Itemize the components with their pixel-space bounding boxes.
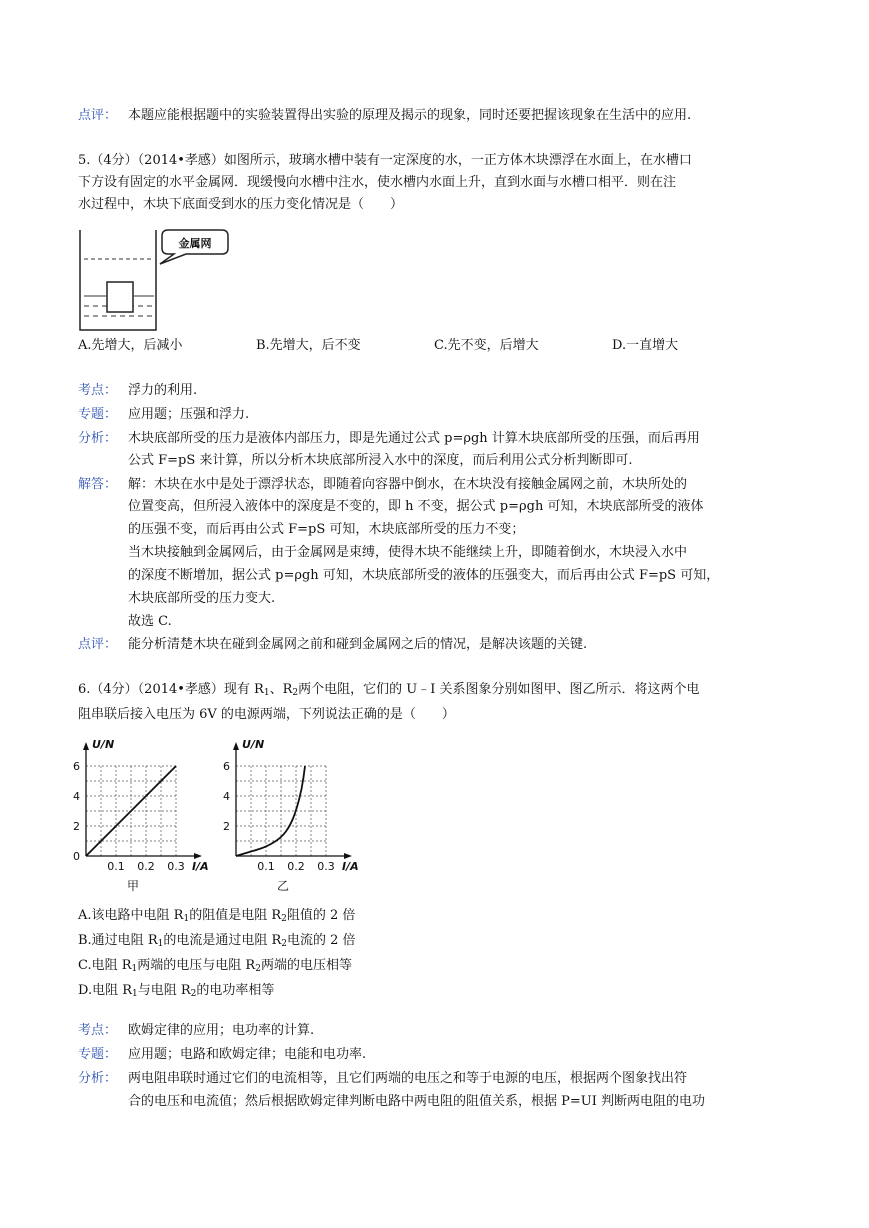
x-tick-label: 0.1	[257, 860, 275, 873]
y-axis-label: U/N	[92, 738, 115, 751]
q6-charts	[70, 728, 380, 898]
dianping-text: 能分析清楚木块在碰到金属网之前和碰到金属网之后的情况，是解决该题的关键.	[128, 637, 588, 652]
q5-stem	[78, 150, 798, 216]
fenxi-line2: 公式 F=pS 来计算，所以分析木块底部所浸入水中的深度，而后利用公式分析判断即可.	[128, 453, 633, 468]
opt-part: 的电流是通过电阻 R	[163, 933, 282, 948]
q5-option-c: C.先不变，后增大	[434, 338, 539, 353]
y-axis-arrow	[233, 742, 239, 750]
q6-fenxi-row	[78, 1069, 798, 1088]
subscript: 1	[157, 939, 164, 949]
opt-part: D.电阻 R	[78, 983, 133, 998]
kaodian-label: 考点：	[78, 383, 118, 398]
q5-zhuanti-row	[78, 405, 798, 424]
zhuanti-label: 专题：	[78, 1047, 118, 1062]
subscript: 1	[263, 688, 270, 698]
opt-part: 阻值的 2 倍	[286, 908, 356, 923]
comment-label: 点评：	[78, 108, 118, 123]
y-tick-label: 2	[223, 820, 230, 833]
zhuanti-label: 专题：	[78, 407, 118, 422]
chart-caption: 甲	[127, 879, 140, 893]
y-tick-label: 6	[73, 760, 80, 773]
q6-option-a	[78, 905, 356, 930]
y-axis-label: U/N	[242, 738, 265, 751]
q6-stem-line1	[78, 679, 798, 704]
q5-option-b: B.先增大，后不变	[256, 338, 361, 353]
y-tick-label: 2	[73, 820, 80, 833]
y-axis-arrow	[83, 742, 89, 750]
jieda-line7: 故选 C.	[128, 614, 172, 629]
x-tick-label: 0.2	[137, 860, 155, 873]
x-tick-label: 0.3	[167, 860, 185, 873]
q5-jieda-row	[78, 475, 798, 494]
x-axis-arrow	[344, 853, 352, 859]
y-tick-label: 0	[73, 850, 80, 863]
q5-stem-line1: 5.（4分）（2014•孝感）如图所示，玻璃水槽中装有一定深度的水，一正方体木块漂浮在水面上，在水槽口	[78, 153, 692, 168]
fenxi-line1: 两电阻串联时通过它们的电流相等，且它们两端的电压之和等于电源的电压，根据两个图象找出符	[128, 1071, 688, 1086]
x-tick-label: 0.1	[107, 860, 125, 873]
opt-part: 的电功率相等	[196, 983, 275, 998]
zhuanti-text: 应用题；压强和浮力.	[128, 407, 250, 422]
subscript: 2	[255, 964, 261, 974]
kaodian-label: 考点：	[78, 1023, 118, 1038]
q5-figure	[76, 226, 236, 334]
comment-text: 本题应能根据题中的实验装置得出实验的原理及揭示的现象，同时还要把握该现象在生活中的应用.	[128, 108, 692, 123]
fenxi-line1: 木块底部所受的压力是液体内部压力，即是先通过公式 p=ρgh 计算木块底部所受的压强，而后再用	[128, 431, 700, 446]
comment-row	[78, 106, 798, 125]
subscript: 1	[132, 989, 138, 999]
q5-kaodian-row	[78, 381, 798, 400]
q6-kaodian-row	[78, 1021, 798, 1040]
x-tick-label: 0.3	[317, 860, 335, 873]
chart-caption: 乙	[277, 879, 290, 893]
opt-part: C.电阻 R	[78, 958, 132, 973]
q5-stem-line2: 下方设有固定的水平金属网．现缓慢向水槽中注水，使水槽内水面上升，直到水面与水槽口相平．则在注	[78, 175, 677, 190]
subscript: 2	[292, 688, 299, 698]
opt-part: 与电阻 R	[137, 983, 191, 998]
kaodian-text: 浮力的利用.	[128, 383, 198, 398]
jieda-line1: 解：木块在水中是处于漂浮状态，即随着向容器中倒水，在木块没有接触金属网之前，木块所处的	[128, 477, 688, 492]
jieda-line6: 木块底部所受的压力变大.	[128, 591, 276, 606]
q6-zhuanti-row	[78, 1045, 798, 1064]
q6-stem-part: 6.（4分）（2014•孝感）现有 R	[78, 682, 264, 697]
x-axis-label: I/A	[342, 860, 359, 873]
series-line	[236, 766, 305, 856]
jieda-line2: 位置变高，但所浸入液体中的深度是不变的，即 h 不变，据公式 p=ρgh 可知，木块底部所受的液体	[128, 499, 704, 514]
q5-option-a: A.先增大，后减小	[78, 338, 183, 353]
subscript: 1	[131, 964, 138, 974]
opt-part: 电流的 2 倍	[287, 933, 356, 948]
dianping-label: 点评：	[78, 637, 118, 652]
q6-stem-part: 两个电阻，它们的 U﹣I 关系图象分别如图甲、图乙所示．将这两个电	[298, 682, 700, 697]
x-tick-label: 0.2	[287, 860, 305, 873]
fenxi-label: 分析：	[78, 431, 118, 446]
x-axis-arrow	[194, 853, 202, 859]
chart-2	[233, 742, 352, 859]
kaodian-text: 欧姆定律的应用；电功率的计算.	[128, 1023, 315, 1038]
q6-option-c	[78, 955, 356, 980]
y-tick-label: 4	[73, 790, 80, 803]
subscript: 1	[183, 914, 190, 924]
x-axis-label: I/A	[192, 860, 209, 873]
fenxi-label: 分析：	[78, 1071, 118, 1086]
jieda-line3: 的压强不变，而后再由公式 F=pS 可知，木块底部所受的压力不变；	[128, 522, 525, 537]
q5-option-d: D.一直增大	[612, 338, 679, 353]
opt-part: 两端的电压相等	[260, 958, 352, 973]
q6-stem	[78, 679, 798, 726]
opt-part: 两端的电压与电阻 R	[137, 958, 256, 973]
q5-dianping-row	[78, 635, 798, 654]
q6-option-b	[78, 930, 356, 955]
q6-stem-part: 、R	[269, 682, 293, 697]
jieda-line4: 当木块接触到金属网后，由于金属网是束缚，使得木块不能继续上升，即随着倒水，木块浸入水中	[128, 545, 688, 560]
chart-1	[83, 742, 202, 859]
tank-outline	[80, 230, 156, 330]
opt-part: 的阻值是电阻 R	[189, 908, 282, 923]
y-tick-label: 4	[223, 790, 230, 803]
subscript: 2	[281, 939, 287, 949]
zhuanti-text: 应用题；电路和欧姆定律；电能和电功率.	[128, 1047, 367, 1062]
fenxi-line2: 合的电压和电流值；然后根据欧姆定律判断电路中两电阻的阻值关系，根据 P=UI 判断两电阻的电功	[128, 1094, 705, 1109]
y-tick-label: 6	[223, 760, 230, 773]
subscript: 2	[281, 914, 287, 924]
q6-stem-line2: 阻串联后接入电压为 6V 的电源两端，下列说法正确的是（ ）	[78, 707, 455, 722]
q5-stem-line3: 水过程中，木块下底面受到水的压力变化情况是（ ）	[78, 197, 404, 212]
opt-part: A.该电路中电阻 R	[78, 908, 184, 923]
q6-options	[78, 905, 356, 1005]
wood-block	[107, 282, 133, 312]
opt-part: B.通过电阻 R	[78, 933, 158, 948]
q5-fenxi-row	[78, 429, 798, 448]
q6-option-d	[78, 980, 356, 1005]
callout-label: 金属网	[178, 237, 212, 250]
subscript: 2	[190, 989, 197, 999]
jieda-label: 解答：	[78, 477, 118, 492]
jieda-line5: 的深度不断增加，据公式 p=ρgh 可知，木块底部所受的液体的压强变大，而后再由公式 F=pS 可知，	[128, 568, 720, 583]
